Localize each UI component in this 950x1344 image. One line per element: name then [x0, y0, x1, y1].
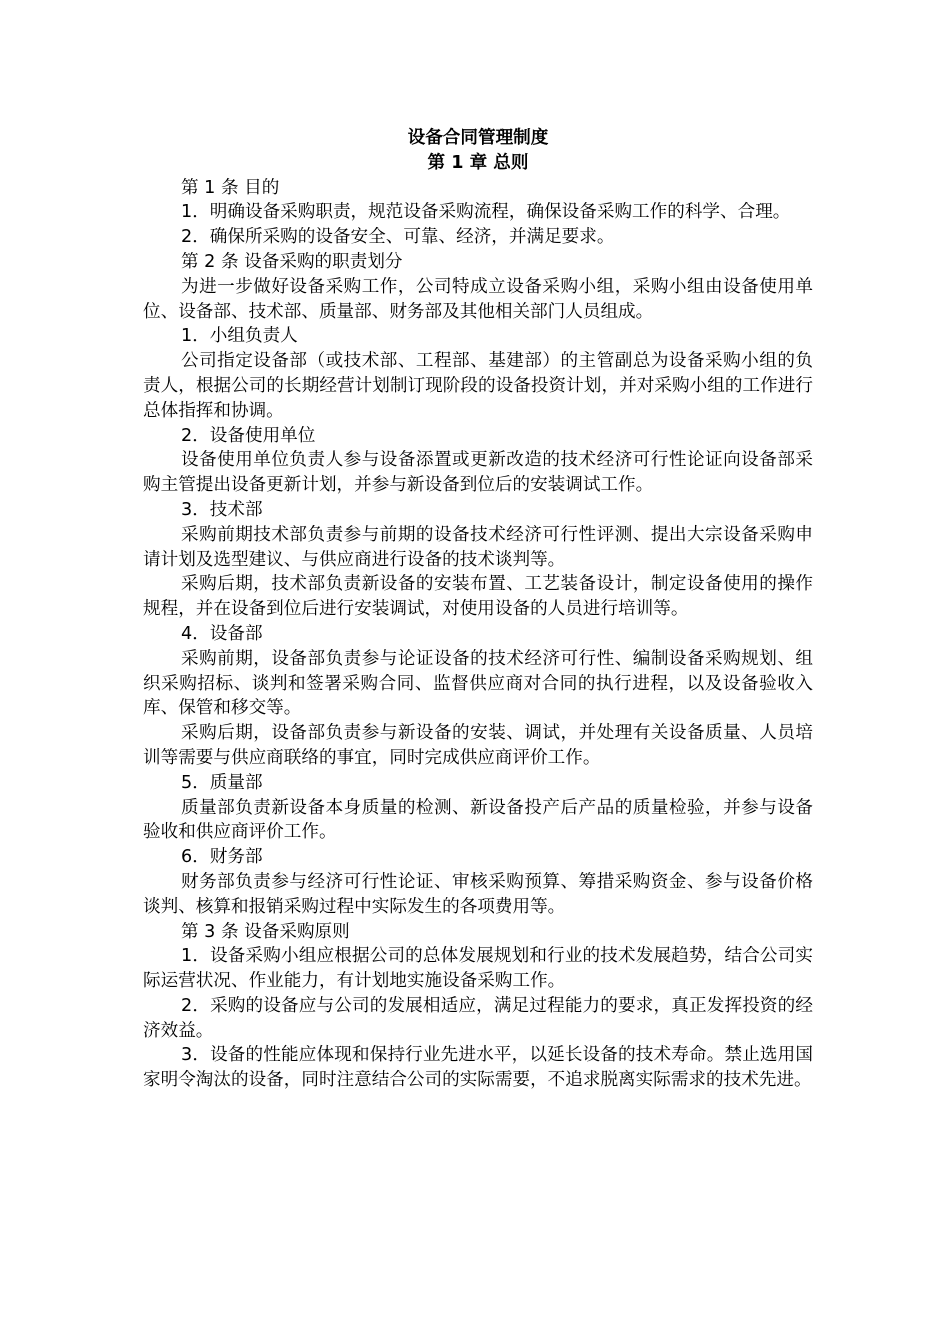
paragraph: 3．设备的性能应体现和保持行业先进水平，以延长设备的技术寿命。禁止选用国家明令淘汰的设备，同时注意结合公司的实际需要，不追求脱离实际需求的技术先进。 [143, 1045, 813, 1091]
paragraph: 采购前期技术部负责参与前期的设备技术经济可行性评测、提出大宗设备采购申请计划及选型建议、与供应商进行设备的技术谈判等。 [143, 524, 813, 570]
paragraph: 设备使用单位负责人参与设备添置或更新改造的技术经济可行性论证向设备部采购主管提出设备更新计划，并参与新设备到位后的安装调试工作。 [143, 450, 813, 496]
document-page [143, 126, 813, 1093]
document-title: 设备合同管理制度 [407, 128, 549, 148]
paragraph: 1．设备采购小组应根据公司的总体发展规划和行业的技术发展趋势，结合公司实际运营状况、作业能力，有计划地实施设备采购工作。 [143, 946, 813, 992]
paragraph: 质量部负责新设备本身质量的检测、新设备投产后产品的质量检验，并参与设备验收和供应商评价工作。 [143, 797, 813, 843]
paragraph: 采购后期，设备部负责参与新设备的安装、调试，并处理有关设备质量、人员培训等需要与供应商联络的事宜，同时完成供应商评价工作。 [143, 723, 813, 768]
paragraph: 2．采购的设备应与公司的发展相适应，满足过程能力的要求，真正发挥投资的经济效益。 [143, 995, 813, 1041]
paragraph: 2．设备使用单位 [181, 425, 316, 446]
paragraph: 采购后期，技术部负责新设备的安装布置、工艺装备设计，制定设备使用的操作规程，并在设备到位后进行安装调试，对使用设备的人员进行培训等。 [143, 574, 813, 620]
paragraph: 3．技术部 [181, 499, 263, 520]
paragraph: 5．质量部 [181, 772, 263, 793]
paragraph: 采购前期，设备部负责参与论证设备的技术经济可行性、编制设备采购规划、组织采购招标、谈判和签署采购合同、监督供应商对合同的执行进程，以及设备验收入库、保管和移交等。 [143, 648, 813, 719]
paragraph: 1．小组负责人 [181, 326, 298, 347]
paragraph: 财务部负责参与经济可行性论证、审核采购预算、筹措采购资金、参与设备价格谈判、核算和报销采购过程中实际发生的各项费用等。 [143, 871, 813, 917]
paragraph: 4．设备部 [181, 623, 263, 644]
document-body [143, 176, 813, 1093]
paragraph: 第 1 条 目的 [181, 177, 280, 198]
paragraph: 公司指定设备部（或技术部、工程部、基建部）的主管副总为设备采购小组的负责人，根据公司的长期经营计划制订现阶段的设备投资计划，并对采购小组的工作进行总体指挥和协调。 [143, 351, 813, 421]
paragraph: 1．明确设备采购职责，规范设备采购流程，确保设备采购工作的科学、合理。 [181, 202, 791, 223]
paragraph: 为进一步做好设备采购工作，公司特成立设备采购小组，采购小组由设备使用单位、设备部、技术部、质量部、财务部及其他相关部门人员组成。 [143, 276, 813, 322]
paragraph: 第 2 条 设备采购的职责划分 [181, 251, 403, 272]
paragraph: 2．确保所采购的设备安全、可靠、经济，并满足要求。 [181, 227, 615, 248]
chapter-heading: 第 1 章 总则 [427, 152, 529, 173]
paragraph: 6．财务部 [181, 847, 263, 868]
paragraph: 第 3 条 设备采购原则 [181, 921, 350, 942]
